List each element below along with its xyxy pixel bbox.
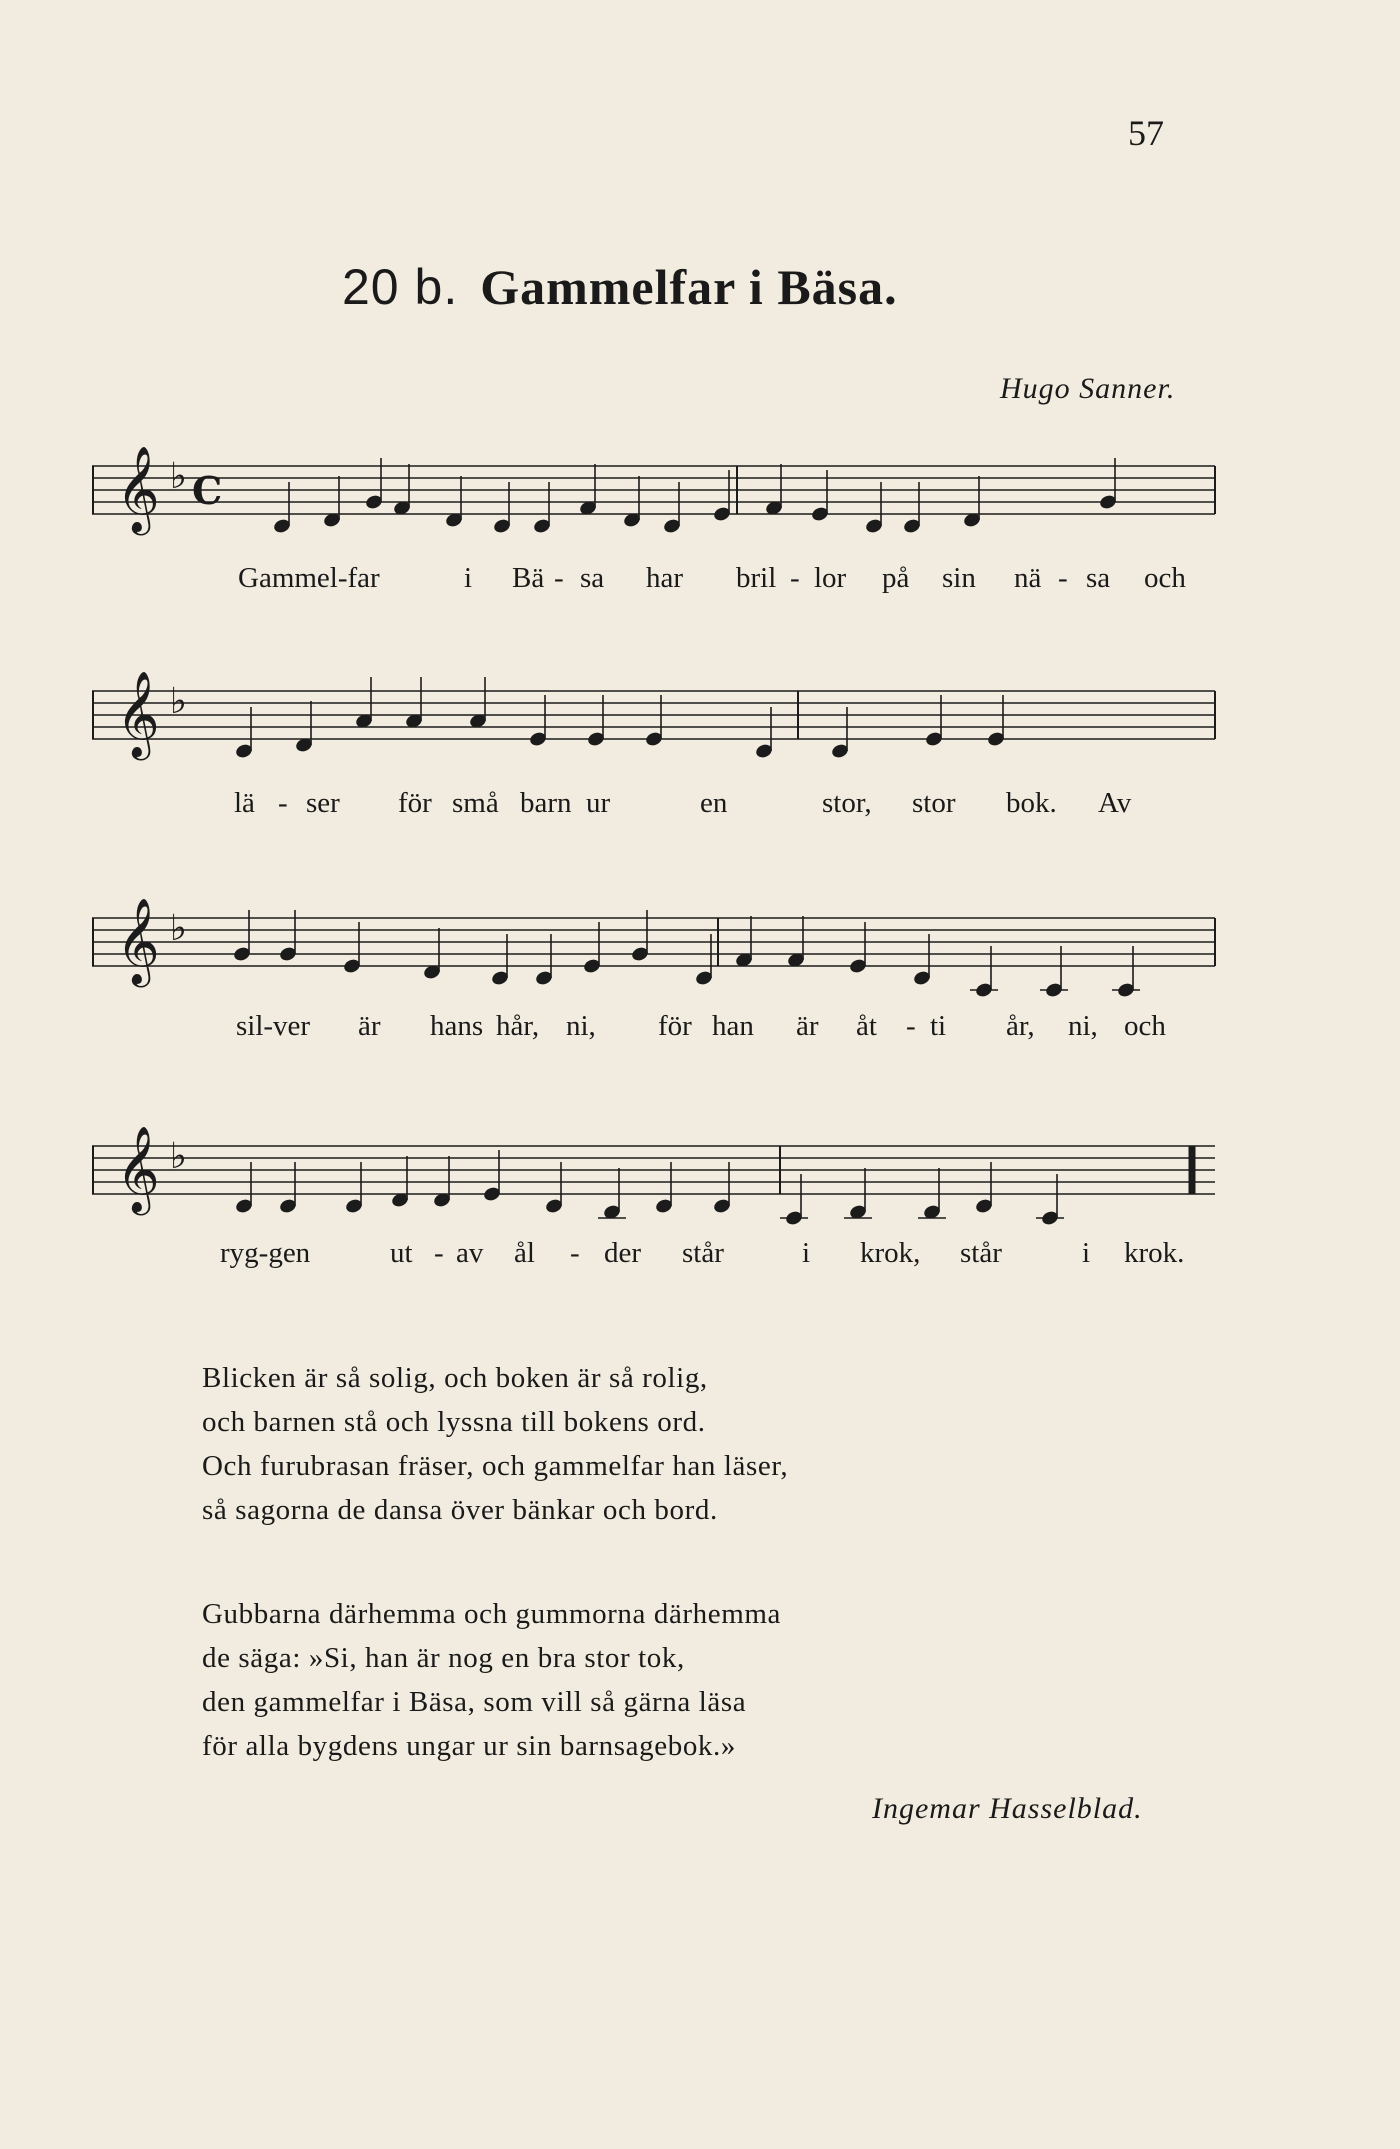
lyrics-line-2 [92, 787, 1222, 827]
syllable: krok, [860, 1237, 921, 1269]
syllable: åt [856, 1010, 877, 1042]
treble-clef-icon: 𝄞 [116, 671, 160, 757]
syllable: har [646, 562, 684, 594]
music-system-1 [92, 420, 1222, 594]
syllable: är [358, 1010, 381, 1042]
verse-line: Och furubrasan fräser, och gammelfar han läser, [202, 1450, 789, 1482]
stanza-2 [202, 1592, 781, 1768]
syllable: - [1058, 562, 1068, 594]
syllable: Gammel-far [238, 562, 380, 594]
syllable: ti [930, 1010, 947, 1042]
syllable: - [554, 562, 564, 594]
syllable: stor, [822, 787, 872, 819]
syllable: i [464, 562, 473, 594]
poet-credit: Ingemar Hasselblad. [872, 1792, 1143, 1825]
syllable: är [796, 1010, 819, 1042]
music-system-3 [92, 872, 1222, 1042]
syllable: nä [1014, 562, 1042, 594]
syllable: på [882, 562, 910, 594]
syllable: i [802, 1237, 811, 1269]
flat-sign-icon: ♭ [170, 456, 187, 497]
syllable: - [906, 1010, 916, 1042]
syllable: - [434, 1237, 444, 1269]
syllable: - [790, 562, 800, 594]
staff-3 [92, 872, 1222, 982]
syllable: ut [390, 1237, 413, 1269]
syllable: stor [912, 787, 956, 819]
lyrics-line-4 [92, 1237, 1222, 1277]
stanza-1 [202, 1356, 788, 1532]
syllable: står [960, 1237, 1002, 1269]
syllable: han [712, 1010, 754, 1042]
composer-credit: Hugo Sanner. [1000, 372, 1176, 405]
syllable: små [452, 787, 499, 819]
verse-line: Gubbarna därhemma och gummorna därhemma [202, 1598, 782, 1630]
treble-clef-icon: 𝄞 [116, 1126, 160, 1212]
staff-1 [92, 420, 1222, 530]
syllable: hans [430, 1010, 484, 1042]
syllable: bril [736, 562, 777, 594]
syllable: der [604, 1237, 642, 1269]
syllable: krok. [1124, 1237, 1185, 1269]
syllable: för [658, 1010, 692, 1042]
lyrics-line-1 [92, 562, 1222, 602]
syllable: för [398, 787, 432, 819]
syllable: ni, [1068, 1010, 1098, 1042]
verse-line: Blicken är så solig, och boken är så rolig, [202, 1362, 708, 1394]
verse-line: de säga: »Si, han är nog en bra stor tok, [202, 1642, 685, 1674]
syllable: en [700, 787, 728, 819]
syllable: i [1082, 1237, 1091, 1269]
syllable: lä [234, 787, 255, 819]
syllable: Bä [512, 562, 545, 594]
flat-sign-icon: ♭ [170, 681, 187, 722]
syllable: står [682, 1237, 724, 1269]
staff-4 [92, 1100, 1222, 1210]
syllable: lor [814, 562, 847, 594]
common-time-icon: C [192, 468, 223, 513]
verse-line: så sagorna de dansa över bänkar och bord. [202, 1494, 718, 1526]
syllable: ryg-gen [220, 1237, 311, 1269]
treble-clef-icon: 𝄞 [116, 898, 160, 984]
syllable: ur [586, 787, 611, 819]
syllable: - [570, 1237, 580, 1269]
syllable: av [456, 1237, 484, 1269]
page-number: 57 [1128, 113, 1164, 153]
song-title [342, 258, 898, 316]
music-system-4 [92, 1100, 1222, 1269]
verse-line: och barnen stå och lyssna till bokens ord. [202, 1406, 706, 1438]
lyrics-line-3 [92, 1010, 1222, 1050]
syllable: sin [942, 562, 976, 594]
syllable: barn [520, 787, 572, 819]
song-name: Gammelfar i Bäsa. [480, 259, 898, 315]
syllable: bok. [1006, 787, 1057, 819]
treble-clef-icon: 𝄞 [116, 446, 160, 532]
syllable: sa [1086, 562, 1111, 594]
music-system-2 [92, 645, 1222, 819]
staff-2 [92, 645, 1222, 755]
flat-sign-icon: ♭ [170, 908, 187, 949]
verse-line: för alla bygdens ungar ur sin barnsagebok.» [202, 1730, 736, 1762]
syllable: ser [306, 787, 340, 819]
syllable: ni, [566, 1010, 596, 1042]
syllable: Av [1098, 787, 1132, 819]
syllable: år, [1006, 1010, 1035, 1042]
song-number: 20 b. [342, 259, 459, 315]
syllable: sil-ver [236, 1010, 311, 1042]
syllable: och [1144, 562, 1186, 594]
syllable: hår, [496, 1010, 540, 1042]
verse-line: den gammelfar i Bäsa, som vill så gärna läsa [202, 1686, 747, 1718]
syllable: sa [580, 562, 605, 594]
syllable: - [278, 787, 288, 819]
syllable: ål [514, 1237, 535, 1269]
syllable: och [1124, 1010, 1166, 1042]
flat-sign-icon: ♭ [170, 1136, 187, 1177]
